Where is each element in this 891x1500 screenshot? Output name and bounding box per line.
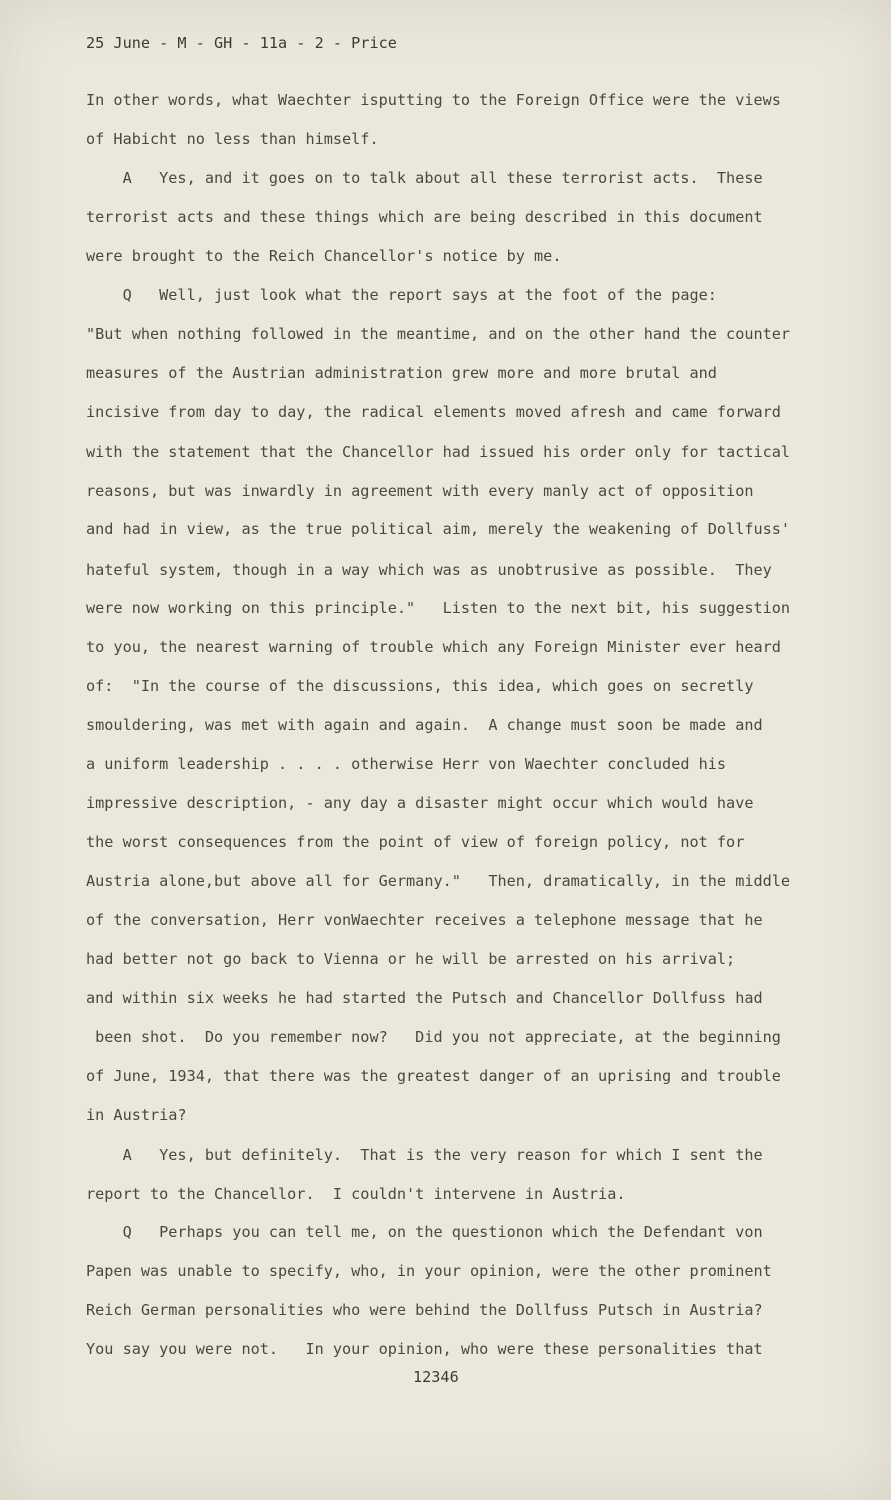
text-line: Q Perhaps you can tell me, on the questionon which the Defendant von <box>86 1223 763 1241</box>
text-line: to you, the nearest warning of trouble which any Foreign Minister ever heard <box>86 638 781 656</box>
text-line: of June, 1934, that there was the greatest danger of an uprising and trouble <box>86 1067 781 1085</box>
text-line: of: "In the course of the discussions, this idea, which goes on secretly <box>86 677 754 695</box>
text-line: A Yes, and it goes on to talk about all these terrorist acts. These <box>86 169 763 187</box>
text-line: impressive description, - any day a disaster might occur which would have <box>86 794 754 812</box>
text-line: and had in view, as the true political aim, merely the weakening of Dollfuss' <box>86 520 791 538</box>
text-line: terrorist acts and these things which are being described in this document <box>86 208 763 226</box>
text-line: and within six weeks he had started the Putsch and Chancellor Dollfuss had <box>86 989 763 1007</box>
page-header: 25 June - M - GH - 11a - 2 - Price <box>86 34 397 52</box>
text-line: Reich German personalities who were behind the Dollfuss Putsch in Austria? <box>86 1301 763 1319</box>
text-line: had better not go back to Vienna or he will be arrested on his arrival; <box>86 950 736 968</box>
text-line: incisive from day to day, the radical elements moved afresh and came forward <box>86 403 781 421</box>
text-line: were now working on this principle." Listen to the next bit, his suggestion <box>86 599 791 617</box>
text-line: Papen was unable to specify, who, in your opinion, were the other prominent <box>86 1262 772 1280</box>
text-line: of Habicht no less than himself. <box>86 130 379 148</box>
text-line: smouldering, was met with again and again. A change must soon be made and <box>86 716 763 734</box>
text-line: A Yes, but definitely. That is the very reason for which I sent the <box>86 1146 763 1164</box>
text-line: measures of the Austrian administration grew more and more brutal and <box>86 364 717 382</box>
text-line: In other words, what Waechter isputting to the Foreign Office were the views <box>86 91 781 109</box>
text-line: Q Well, just look what the report says at the foot of the page: <box>86 286 717 304</box>
text-line: hateful system, though in a way which was as unobtrusive as possible. They <box>86 561 772 579</box>
page-number: 12346 <box>413 1368 459 1386</box>
text-line: the worst consequences from the point of view of foreign policy, not for <box>86 833 745 851</box>
text-line: You say you were not. In your opinion, who were these personalities that <box>86 1340 763 1358</box>
text-line: "But when nothing followed in the meantime, and on the other hand the counter <box>86 325 791 343</box>
text-line: in Austria? <box>86 1106 187 1124</box>
text-line: been shot. Do you remember now? Did you not appreciate, at the beginning <box>86 1028 781 1046</box>
text-line: were brought to the Reich Chancellor's notice by me. <box>86 247 562 265</box>
text-line: reasons, but was inwardly in agreement with every manly act of opposition <box>86 482 754 500</box>
text-line: report to the Chancellor. I couldn't intervene in Austria. <box>86 1185 626 1203</box>
text-line: of the conversation, Herr vonWaechter receives a telephone message that he <box>86 911 763 929</box>
text-line: with the statement that the Chancellor had issued his order only for tactical <box>86 443 791 461</box>
text-line: Austria alone,but above all for Germany." Then, dramatically, in the middle <box>86 872 791 890</box>
text-line: a uniform leadership . . . . otherwise Herr von Waechter concluded his <box>86 755 727 773</box>
